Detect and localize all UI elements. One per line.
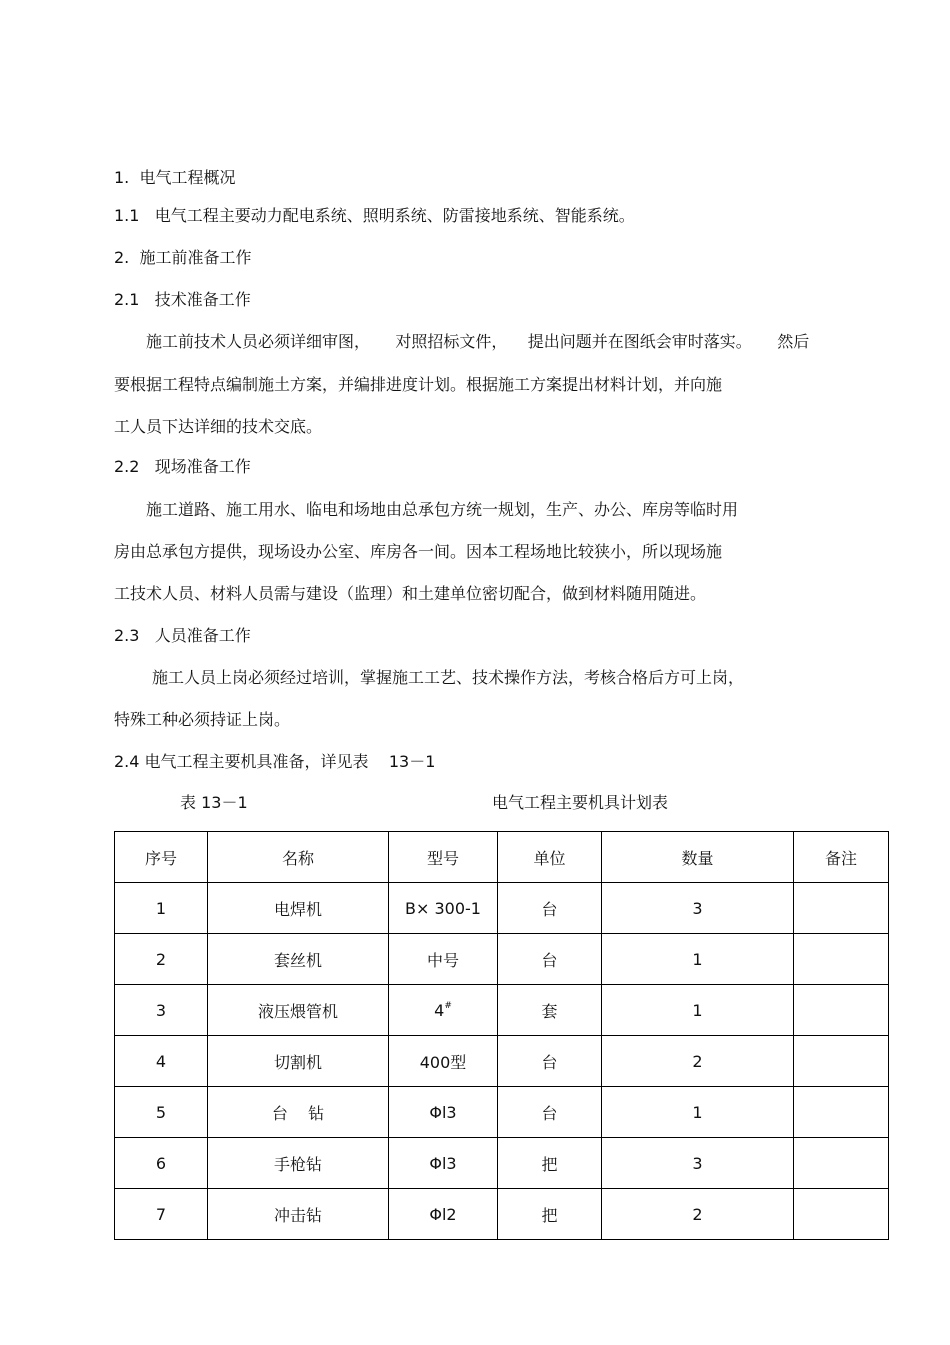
paragraph-1-line-2: 要根据工程特点编制施土方案，并编排进度计划。根据施工方案提出材料计划，并向施 — [114, 375, 723, 394]
header-unit: 单位 — [498, 832, 602, 883]
paragraph-1-line-1: 施工前技术人员必须详细审图， 对照招标文件， 提出问题并在图纸会审时落实。 然后 — [146, 332, 810, 351]
cell-index: 5 — [115, 1087, 208, 1138]
cell-index: 7 — [115, 1189, 208, 1240]
cell-remarks — [794, 1036, 889, 1087]
cell-index: 6 — [115, 1138, 208, 1189]
header-name: 名称 — [208, 832, 389, 883]
paragraph-3-line-2: 特殊工种必须持证上岗。 — [114, 710, 291, 729]
paragraph-2-line-1: 施工道路、施工用水、临电和场地由总承包方统一规划，生产、办公、库房等临时用 — [146, 500, 739, 519]
table-header-row — [115, 832, 889, 883]
cell-remarks — [794, 934, 889, 985]
cell-name: 液压煨管机 — [208, 985, 389, 1036]
header-index: 序号 — [115, 832, 208, 883]
cell-quantity: 3 — [602, 1138, 794, 1189]
cell-model: B× 300-1 — [389, 883, 498, 934]
section-1-heading: 1. 电气工程概况 — [114, 168, 236, 187]
table-row — [115, 883, 889, 934]
cell-unit: 台 — [498, 934, 602, 985]
cell-name: 冲击钻 — [208, 1189, 389, 1240]
cell-name: 切割机 — [208, 1036, 389, 1087]
cell-quantity: 1 — [602, 934, 794, 985]
cell-index: 2 — [115, 934, 208, 985]
table-row — [115, 1087, 889, 1138]
table-row — [115, 985, 889, 1036]
cell-model — [389, 985, 498, 1036]
cell-index: 4 — [115, 1036, 208, 1087]
cell-model: 中号 — [389, 934, 498, 985]
cell-index: 3 — [115, 985, 208, 1036]
table-row — [115, 934, 889, 985]
section-2-1-heading: 2.1 技术准备工作 — [114, 290, 251, 309]
cell-remarks — [794, 985, 889, 1036]
table-title: 电气工程主要机具计划表 — [492, 793, 669, 812]
section-2-heading: 2. 施工前准备工作 — [114, 248, 252, 267]
table-number: 表 13－1 — [180, 793, 248, 812]
cell-unit: 台 — [498, 1087, 602, 1138]
cell-quantity: 2 — [602, 1189, 794, 1240]
paragraph-2-line-2: 房由总承包方提供，现场设办公室、库房各一间。因本工程场地比较狭小，所以现场施 — [114, 542, 723, 561]
header-remarks: 备注 — [794, 832, 889, 883]
cell-remarks — [794, 1087, 889, 1138]
section-2-3-heading: 2.3 人员准备工作 — [114, 626, 251, 645]
cell-quantity: 3 — [602, 883, 794, 934]
cell-unit: 把 — [498, 1138, 602, 1189]
cell-quantity: 2 — [602, 1036, 794, 1087]
cell-unit: 套 — [498, 985, 602, 1036]
cell-model-value: 4 — [434, 1000, 445, 1020]
cell-unit: 台 — [498, 1036, 602, 1087]
equipment-table — [114, 831, 889, 1240]
cell-unit: 把 — [498, 1189, 602, 1240]
cell-name: 手枪钻 — [208, 1138, 389, 1189]
cell-quantity: 1 — [602, 985, 794, 1036]
paragraph-2-line-3: 工技术人员、材料人员需与建设（监理）和土建单位密切配合，做到材料随用随进。 — [114, 584, 707, 603]
paragraph-1-line-3: 工人员下达详细的技术交底。 — [114, 417, 323, 436]
cell-model: 400型 — [389, 1036, 498, 1087]
section-1-1-text: 1.1 电气工程主要动力配电系统、照明系统、防雷接地系统、智能系统。 — [114, 206, 635, 225]
cell-name: 台 钻 — [208, 1087, 389, 1138]
cell-quantity: 1 — [602, 1087, 794, 1138]
cell-remarks — [794, 1138, 889, 1189]
cell-model: Φl3 — [389, 1138, 498, 1189]
paragraph-3-line-1: 施工人员上岗必须经过培训，掌握施工工艺、技术操作方法，考核合格后方可上岗， — [152, 668, 745, 687]
table-row — [115, 1189, 889, 1240]
header-quantity: 数量 — [602, 832, 794, 883]
section-2-2-heading: 2.2 现场准备工作 — [114, 457, 251, 476]
cell-index: 1 — [115, 883, 208, 934]
table-row — [115, 1138, 889, 1189]
header-model: 型号 — [389, 832, 498, 883]
cell-model: Φl3 — [389, 1087, 498, 1138]
section-2-4-heading: 2.4 电气工程主要机具准备，详见表 13－1 — [114, 752, 436, 771]
cell-unit: 台 — [498, 883, 602, 934]
cell-name: 电焊机 — [208, 883, 389, 934]
cell-name: 套丝机 — [208, 934, 389, 985]
cell-remarks — [794, 883, 889, 934]
cell-remarks — [794, 1189, 889, 1240]
cell-model: Φl2 — [389, 1189, 498, 1240]
cell-model-superscript: # — [444, 1000, 452, 1011]
table-row — [115, 1036, 889, 1087]
